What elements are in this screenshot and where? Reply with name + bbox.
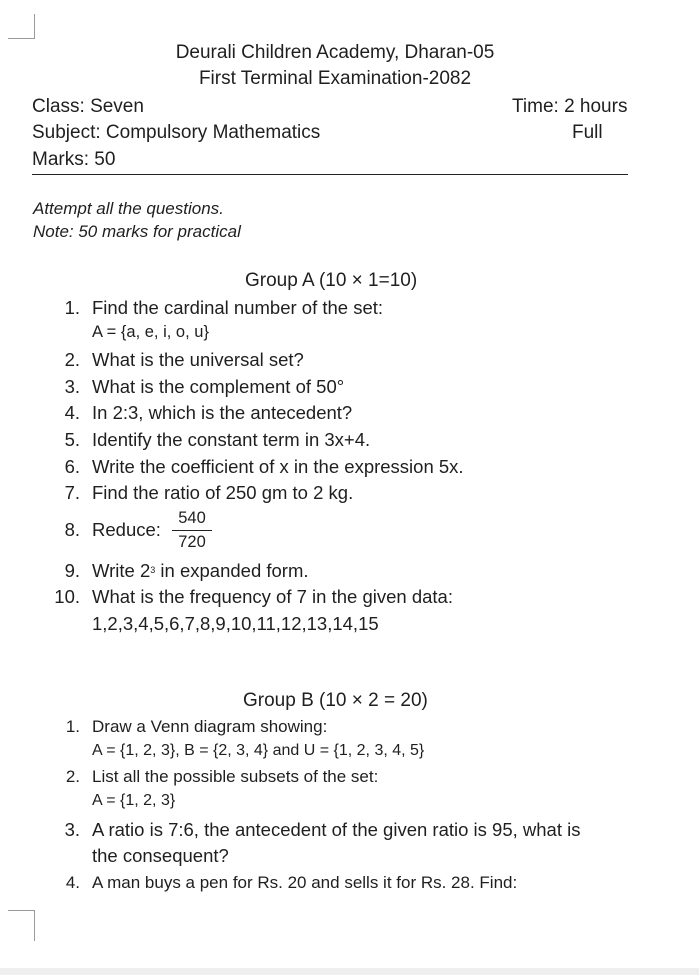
- question-text: Find the ratio of 250 gm to 2 kg.: [92, 482, 354, 503]
- page-corner-mark-top: [8, 14, 35, 39]
- question-text: A man buys a pen for Rs. 20 and sells it for Rs. 28. Find:: [92, 873, 518, 892]
- question-number: 4.: [65, 873, 80, 892]
- school-name: Deurali Children Academy, Dharan-05: [175, 42, 495, 63]
- group-a-title: Group A (10 × 1=10): [245, 270, 418, 291]
- question-number: 2.: [65, 767, 80, 786]
- question-text-post: in expanded form.: [155, 560, 309, 581]
- question-sub: A = {a, e, i, o, u}: [92, 323, 209, 341]
- question-number: 6.: [64, 456, 80, 477]
- time-label: Time: 2 hours: [512, 96, 628, 117]
- question-text-pre: Write 2: [92, 560, 151, 581]
- question-text: Reduce:: [92, 519, 161, 540]
- class-label: Class: Seven: [32, 96, 144, 117]
- question-text: List all the possible subsets of the set:: [92, 767, 379, 786]
- marks-label: Marks: 50: [32, 149, 116, 170]
- fraction-denominator: 720: [178, 533, 206, 551]
- question-number: 8.: [64, 519, 80, 540]
- full-marks-label: Full: [572, 122, 603, 143]
- question-text: What is the universal set?: [92, 349, 304, 370]
- question-number: 5.: [64, 429, 80, 450]
- note-line: Note: 50 marks for practical: [33, 222, 241, 241]
- fraction-numerator: 540: [178, 509, 206, 527]
- instruction-line: Attempt all the questions.: [33, 199, 224, 218]
- question-number: 3.: [64, 819, 80, 840]
- question-text: Find the cardinal number of the set:: [92, 297, 384, 318]
- subject-label: Subject: Compulsory Mathematics: [32, 122, 321, 143]
- question-sub: A = {1, 2, 3}, B = {2, 3, 4} and U = {1, 2, 3, 4, 5}: [92, 742, 425, 759]
- question-text: [92, 560, 309, 582]
- question-number: 1.: [64, 297, 80, 318]
- question-text: What is the frequency of 7 in the given data:: [92, 586, 453, 607]
- question-text: Draw a Venn diagram showing:: [92, 717, 328, 736]
- question-number: 10.: [54, 586, 80, 607]
- fraction-bar: [172, 530, 212, 531]
- page-bottom-edge: [0, 968, 699, 975]
- question-text: Write the coefficient of x in the expression 5x.: [92, 456, 464, 477]
- question-text: In 2:3, which is the antecedent?: [92, 402, 353, 423]
- group-b-title: Group B (10 × 2 = 20): [243, 690, 428, 711]
- question-number: 3.: [64, 376, 80, 397]
- page-corner-mark-bottom: [8, 910, 35, 941]
- question-sub: 1,2,3,4,5,6,7,8,9,10,11,12,13,14,15: [92, 613, 379, 634]
- question-number: 4.: [64, 402, 80, 423]
- exam-title: First Terminal Examination-2082: [198, 68, 472, 89]
- question-sub: A = {1, 2, 3}: [92, 792, 176, 809]
- question-text: A ratio is 7:6, the antecedent of the given ratio is 95, what is: [92, 819, 581, 840]
- question-text: What is the complement of 50°: [92, 376, 345, 397]
- question-sub: the consequent?: [92, 845, 229, 866]
- header-divider: [32, 174, 628, 175]
- question-number: 9.: [64, 560, 80, 581]
- question-number: 1.: [65, 717, 80, 736]
- question-text: Identify the constant term in 3x+4.: [92, 429, 371, 450]
- question-number: 2.: [64, 349, 80, 370]
- question-number: 7.: [64, 482, 80, 503]
- exponent: 3: [150, 565, 156, 575]
- fraction: [172, 509, 212, 552]
